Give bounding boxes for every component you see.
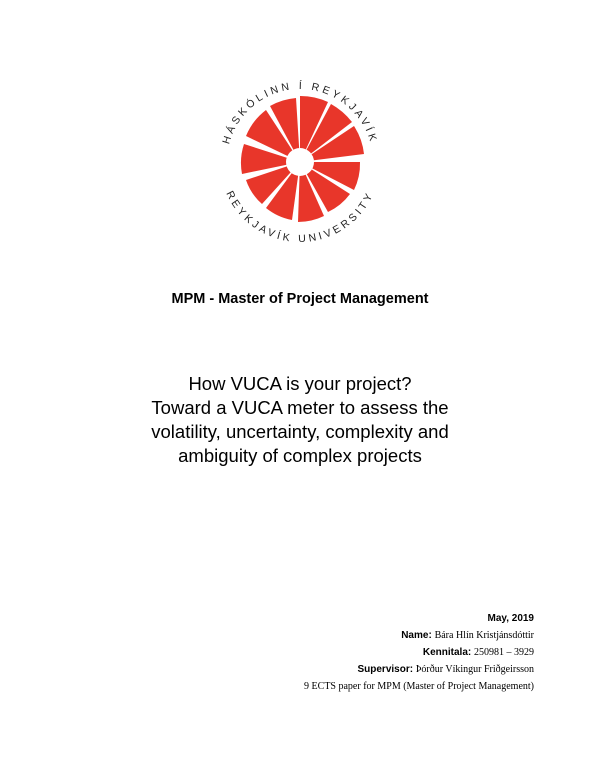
meta-name-label: Name:	[401, 630, 432, 641]
meta-name-value: Bára Hlín Kristjánsdóttir	[434, 630, 534, 641]
meta-kennitala-label: Kennitala:	[422, 647, 472, 658]
reykjavik-university-logo	[200, 62, 400, 262]
logo-emblem	[241, 96, 364, 222]
logo-ring-top: HÁSKÓLINN Í REYKJAVÍK	[220, 79, 380, 146]
title-line: Toward a VUCA meter to assess the	[151, 397, 449, 418]
meta-supervisor-label: Supervisor:	[357, 664, 414, 675]
title-line: volatility, uncertainty, complexity and	[151, 421, 449, 442]
meta-name-row	[304, 627, 534, 644]
program-name: MPM - Master of Project Management	[171, 291, 429, 307]
title-line: How VUCA is your project?	[188, 373, 412, 394]
meta-supervisor-row	[304, 661, 534, 678]
meta-kennitala-value: 250981 – 3929	[474, 647, 534, 658]
logo-ring-bottom: REYKJAVÍK UNIVERSITY	[223, 189, 377, 246]
document-meta	[304, 610, 534, 695]
meta-date: May, 2019	[487, 613, 534, 624]
meta-kennitala-row	[304, 644, 534, 661]
title-line: ambiguity of complex projects	[178, 445, 422, 466]
document-title	[0, 372, 600, 468]
meta-supervisor-value: Þórður Víkingur Friðgeirsson	[415, 664, 534, 675]
meta-paper-note: 9 ECTS paper for MPM (Master of Project Management)	[304, 681, 534, 692]
